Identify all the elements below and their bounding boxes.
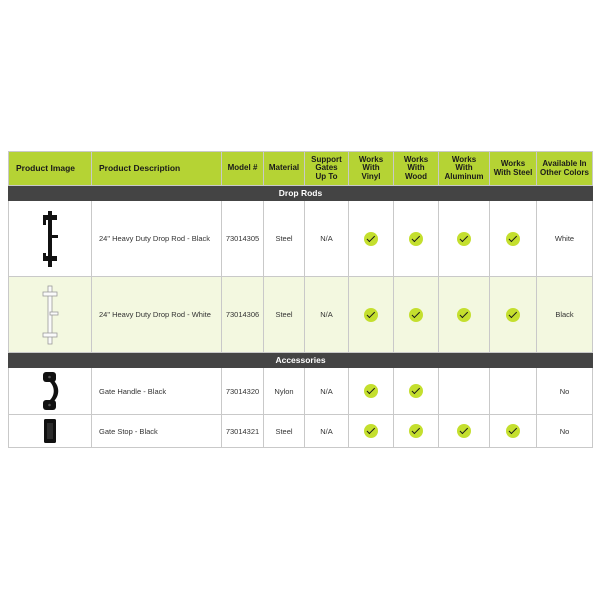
- table-row: [9, 415, 593, 448]
- works-aluminum: [439, 277, 490, 353]
- header-product-image: Product Image: [9, 152, 92, 186]
- model-number: 73014320: [222, 368, 264, 415]
- section-row-drop-rods: [9, 186, 593, 201]
- check-icon: [364, 424, 378, 438]
- works-wood: [394, 368, 439, 415]
- works-vinyl: [349, 368, 394, 415]
- works-wood: [394, 277, 439, 353]
- other-colors: Black: [537, 277, 593, 353]
- gate-handle-icon: [39, 370, 61, 412]
- works-aluminum: [439, 415, 490, 448]
- material: Nylon: [264, 368, 305, 415]
- works-vinyl: [349, 201, 394, 277]
- works-aluminum: [439, 201, 490, 277]
- check-icon: [409, 308, 423, 322]
- model-number: 73014321: [222, 415, 264, 448]
- material: Steel: [264, 201, 305, 277]
- model-number: 73014305: [222, 201, 264, 277]
- check-icon: [364, 384, 378, 398]
- check-icon: [364, 308, 378, 322]
- drop-rod-white-icon: [38, 284, 62, 346]
- product-image: [9, 415, 92, 448]
- check-icon: [409, 232, 423, 246]
- table-row: [9, 277, 593, 353]
- works-steel: [490, 368, 537, 415]
- section-title-accessories: Accessories: [9, 353, 593, 368]
- product-spec-table: [8, 151, 593, 448]
- header-support-gates: Support Gates Up To: [305, 152, 349, 186]
- product-image: [9, 201, 92, 277]
- works-aluminum: [439, 368, 490, 415]
- material: Steel: [264, 277, 305, 353]
- support-gates: N/A: [305, 201, 349, 277]
- other-colors: No: [537, 415, 593, 448]
- product-description: Gate Handle - Black: [92, 368, 222, 415]
- works-wood: [394, 415, 439, 448]
- works-vinyl: [349, 277, 394, 353]
- product-description: 24" Heavy Duty Drop Rod - White: [92, 277, 222, 353]
- support-gates: N/A: [305, 415, 349, 448]
- product-image: [9, 277, 92, 353]
- check-icon: [506, 232, 520, 246]
- check-icon: [409, 424, 423, 438]
- header-works-vinyl: Works With Vinyl: [349, 152, 394, 186]
- model-number: 73014306: [222, 277, 264, 353]
- product-description: Gate Stop - Black: [92, 415, 222, 448]
- support-gates: N/A: [305, 368, 349, 415]
- table-row: [9, 368, 593, 415]
- table-row: [9, 201, 593, 277]
- header-other-colors: Available In Other Colors: [537, 152, 593, 186]
- works-wood: [394, 201, 439, 277]
- check-icon: [364, 232, 378, 246]
- works-steel: [490, 201, 537, 277]
- header-works-wood: Works With Wood: [394, 152, 439, 186]
- check-icon: [506, 424, 520, 438]
- header-row: [9, 152, 593, 186]
- header-works-steel: Works With Steel: [490, 152, 537, 186]
- header-material: Material: [264, 152, 305, 186]
- section-title-drop-rods: Drop Rods: [9, 186, 593, 201]
- header-works-aluminum: Works With Aluminum: [439, 152, 490, 186]
- check-icon: [457, 308, 471, 322]
- other-colors: No: [537, 368, 593, 415]
- section-row-accessories: [9, 353, 593, 368]
- works-steel: [490, 277, 537, 353]
- check-icon: [409, 384, 423, 398]
- works-steel: [490, 415, 537, 448]
- support-gates: N/A: [305, 277, 349, 353]
- product-description: 24" Heavy Duty Drop Rod - Black: [92, 201, 222, 277]
- product-image: [9, 368, 92, 415]
- works-vinyl: [349, 415, 394, 448]
- other-colors: White: [537, 201, 593, 277]
- drop-rod-black-icon: [38, 209, 62, 269]
- check-icon: [457, 232, 471, 246]
- check-icon: [506, 308, 520, 322]
- check-icon: [457, 424, 471, 438]
- gate-stop-icon: [41, 418, 59, 444]
- material: Steel: [264, 415, 305, 448]
- header-model: Model #: [222, 152, 264, 186]
- header-product-description: Product Description: [92, 152, 222, 186]
